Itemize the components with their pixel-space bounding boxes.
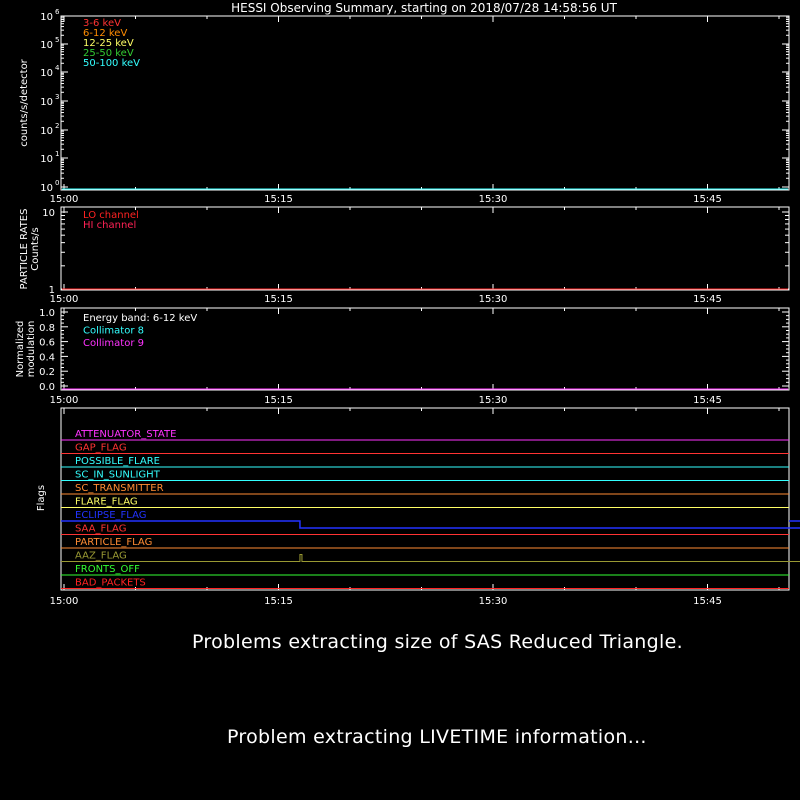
- modulation-legend-item: Collimator 9: [83, 338, 144, 349]
- particle-xtick-label: 15:45: [693, 294, 722, 305]
- counts-xtick-label: 15:00: [49, 194, 79, 205]
- modulation-ytick-label: 0.2: [39, 367, 55, 379]
- flags-xtick-label: 15:45: [693, 596, 722, 607]
- counts-legend-item: 3-6 keV: [83, 18, 121, 29]
- particle-legend-item: HI channel: [83, 220, 137, 231]
- flag-label: POSSIBLE_FLARE: [75, 456, 160, 467]
- flag-label: BAD_PACKETS: [75, 577, 146, 589]
- modulation-xtick-label: 15:30: [478, 395, 508, 406]
- flags-panel: [36, 408, 800, 607]
- modulation-ylabel-2: modulation: [26, 320, 37, 378]
- counts-ytick-label: 10: [40, 183, 53, 194]
- counts-ytick-label: 10: [40, 126, 53, 137]
- modulation-xtick-label: 15:15: [264, 395, 293, 406]
- modulation-ylabel-1: Normalized: [15, 320, 26, 378]
- counts-ytick-label: 10: [40, 40, 53, 51]
- plot-title: HESSI Observing Summary, starting on 2018/07/28 14:58:56 UT: [231, 1, 617, 15]
- particle-ylabel-2: Counts/s: [30, 227, 41, 271]
- counts-panel-frame: [61, 16, 789, 190]
- flag-label: GAP_FLAG: [75, 442, 127, 454]
- counts-legend-item: 50-100 keV: [83, 58, 141, 69]
- modulation-ytick-label: 0.0: [39, 382, 55, 393]
- counts-legend-item: 12-25 keV: [83, 38, 134, 49]
- counts-xtick-label: 15:15: [264, 194, 293, 205]
- flags-xtick-label: 15:15: [264, 596, 293, 607]
- counts-ytick-label: 10: [40, 12, 53, 23]
- modulation-ytick-label: 0.4: [39, 352, 55, 364]
- flag-label: ECLIPSE_FLAG: [75, 510, 147, 521]
- flags-xtick-label: 15:30: [478, 596, 508, 607]
- particle-ylabel-1: PARTICLE RATES: [19, 208, 30, 290]
- counts-xtick-label: 15:45: [693, 194, 722, 205]
- counts-ytick-exp: 0: [55, 179, 60, 187]
- flags-ylabel: Flags: [36, 484, 47, 512]
- flags-xtick-label: 15:00: [49, 596, 79, 607]
- flag-line: [61, 555, 800, 562]
- particle-xtick-label: 15:30: [478, 294, 508, 305]
- flag-label: SAA_FLAG: [75, 523, 127, 535]
- modulation-xtick-label: 15:45: [693, 395, 722, 406]
- particle-ytick-label: 1: [48, 285, 55, 296]
- particle-legend-item: LO channel: [83, 210, 139, 221]
- particle-ytick-label: 10: [42, 208, 55, 219]
- counts-ytick-exp: 4: [55, 64, 60, 72]
- modulation-ytick-label: 0.8: [39, 322, 55, 334]
- livetime-error-message: Problem extracting LIVETIME information...: [227, 726, 647, 748]
- modulation-xtick-label: 15:00: [49, 395, 79, 406]
- modulation-panel: [15, 308, 800, 406]
- counts-legend-item: 6-12 keV: [83, 28, 128, 39]
- flag-label: SC_TRANSMITTER: [75, 483, 164, 494]
- modulation-legend-item: Energy band: 6-12 keV: [83, 313, 198, 324]
- flag-label: AAZ_FLAG: [75, 550, 127, 562]
- counts-panel: [19, 8, 800, 205]
- flag-label: PARTICLE_FLAG: [75, 537, 153, 548]
- counts-legend-item: 25-50 keV: [83, 48, 134, 59]
- counts-ytick-exp: 2: [55, 122, 60, 130]
- counts-ytick-exp: 6: [55, 8, 60, 16]
- flag-label: ATTENUATOR_STATE: [75, 429, 177, 440]
- counts-ytick-exp: 5: [55, 36, 60, 44]
- counts-ytick-exp: 3: [55, 93, 60, 101]
- sas-error-message: Problems extracting size of SAS Reduced Triangle.: [192, 631, 683, 653]
- modulation-ytick-label: 1.0: [39, 308, 55, 319]
- counts-ytick-exp: 1: [55, 150, 60, 158]
- flag-label: FRONTS_OFF: [75, 564, 140, 575]
- flag-label: SC_IN_SUNLIGHT: [75, 469, 160, 481]
- counts-ylabel: counts/s/detector: [19, 59, 30, 147]
- counts-ytick-label: 10: [40, 154, 53, 165]
- modulation-ytick-label: 0.6: [39, 337, 55, 349]
- counts-ytick-label: 10: [40, 97, 53, 108]
- counts-xtick-label: 15:30: [478, 194, 508, 205]
- particle-xtick-label: 15:15: [264, 294, 293, 305]
- particle-panel: [19, 207, 800, 305]
- counts-ytick-label: 10: [40, 68, 53, 79]
- particle-xtick-label: 15:00: [49, 294, 79, 305]
- flag-label: FLARE_FLAG: [75, 496, 138, 508]
- particle-panel-frame: [61, 207, 789, 290]
- flag-line: [61, 521, 800, 528]
- modulation-legend-item: Collimator 8: [83, 325, 144, 337]
